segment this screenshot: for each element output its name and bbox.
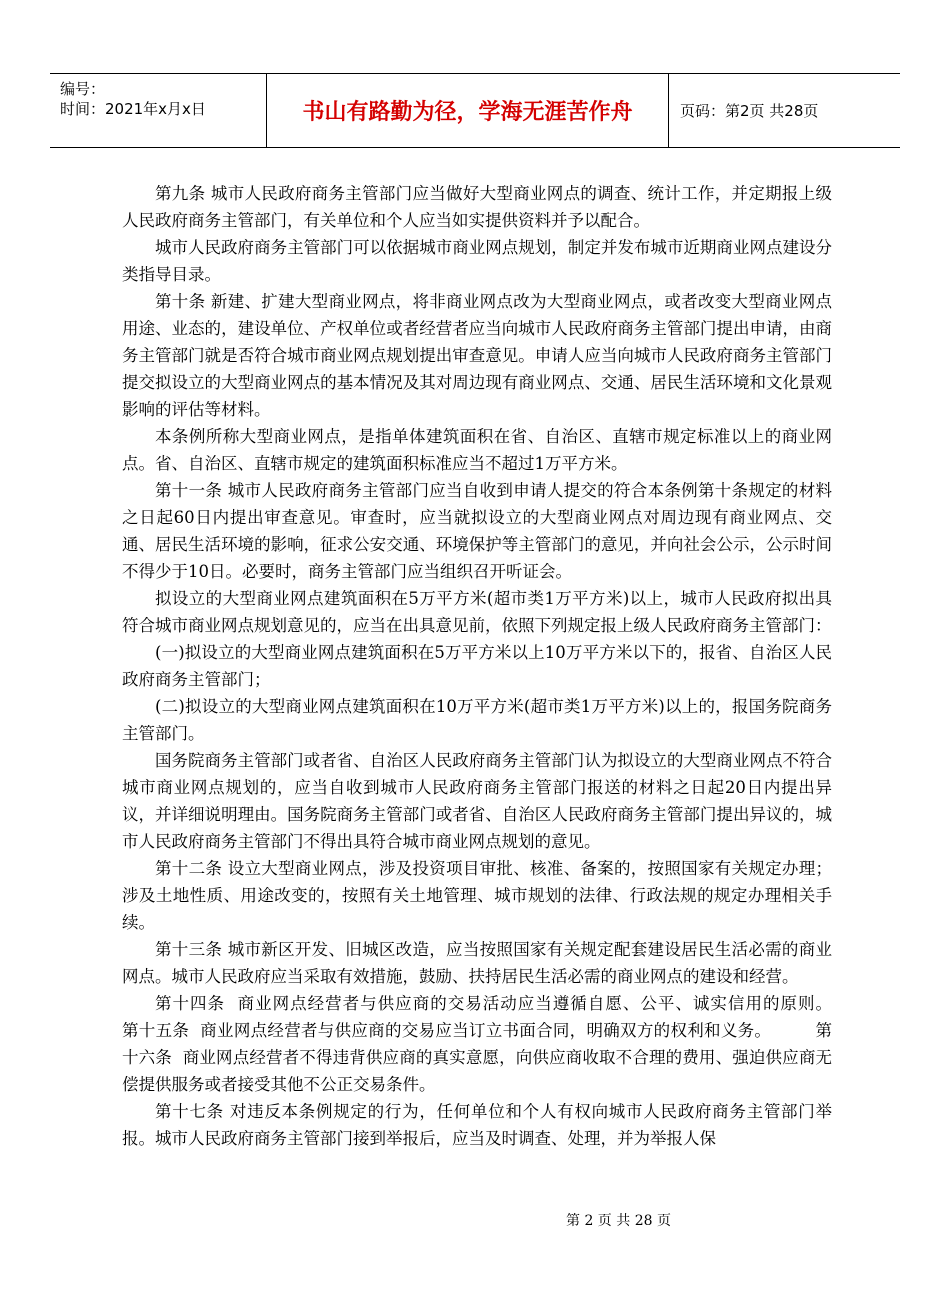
paragraph: 第十条 新建、扩建大型商业网点，将非商业网点改为大型商业网点，或者改变大型商业网点用途、业态的，建设单位、产权单位或者经营者应当向城市人民政府商务主管部门提出申请，由商务主管部门就是否符合城市商业网点规划提出审查意见。申请人应当向城市人民政府商务主管部门提交拟设立的大型商业网点的基本情况及其对周边现有商业网点、交通、居民生活环境和文化景观影响的评估等材料。 [122,292,832,419]
header-divider [668,74,669,147]
paragraph: 本条例所称大型商业网点，是指单体建筑面积在省、自治区、直辖市规定标准以上的商业网点。省、自治区、直辖市规定的建筑面积标准应当不超过1万平方米。 [122,427,832,473]
document-body [122,180,874,1152]
paragraph: 第十三条 城市新区开发、旧城区改造，应当按照国家有关规定配套建设居民生活必需的商业网点。城市人民政府应当采取有效措施，鼓励、扶持居民生活必需的商业网点的建设和经营。 [122,940,832,986]
paragraph: 第十四条 商业网点经营者与供应商的交易活动应当遵循自愿、公平、诚实信用的原则。 第十五条 商业网点经营者与供应商的交易应当订立书面合同，明确双方的权利和义务。 第十六条 商业网点经营者不得违背供应商的真实意愿，向供应商收取不合理的费用、强迫供应商无偿提供服务或者接受其他不公正交易条件。 [122,994,874,1094]
paragraph: (一)拟设立的大型商业网点建筑面积在5万平方米以上10万平方米以下的，报省、自治区人民政府商务主管部门； [122,643,832,689]
paragraph: 第十二条 设立大型商业网点，涉及投资项目审批、核准、备案的，按照国家有关规定办理；涉及土地性质、用途改变的，按照有关土地管理、城市规划的法律、行政法规的规定办理相关手续。 [122,859,832,932]
number-label: 编号： [60,80,106,98]
paragraph: (二)拟设立的大型商业网点建筑面积在10万平方米(超市类1万平方米)以上的，报国务院商务主管部门。 [122,697,832,743]
paragraph: 第十七条 对违反本条例规定的行为，任何单位和个人有权向城市人民政府商务主管部门举报。城市人民政府商务主管部门接到举报后，应当及时调查、处理，并为举报人保 [122,1102,832,1148]
paragraph: 城市人民政府商务主管部门可以依据城市商业网点规划，制定并发布城市近期商业网点建设分类指导目录。 [122,238,832,284]
paragraph: 拟设立的大型商业网点建筑面积在5万平方米(超市类1万平方米)以上，城市人民政府拟出具符合城市商业网点规划意见的，应当在出具意见前，依照下列规定报上级人民政府商务主管部门： [122,589,832,635]
page-footer: 第 2 页 共 28 页 [566,1213,671,1229]
header-motto: 书山有路勤为径，学海无涯苦作舟 [302,100,633,125]
time-label: 时间：2021年x月x日 [60,100,206,118]
paragraph: 第九条 城市人民政府商务主管部门应当做好大型商业网点的调查、统计工作，并定期报上级人民政府商务主管部门，有关单位和个人应当如实提供资料并予以配合。 [122,184,832,230]
paragraph: 国务院商务主管部门或者省、自治区人民政府商务主管部门认为拟设立的大型商业网点不符合城市商业网点规划的，应当自收到城市人民政府商务主管部门报送的材料之日起20日内提出异议，并详细说明理由。国务院商务主管部门或者省、自治区人民政府商务主管部门提出异议的，城市人民政府商务主管部门不得出具符合城市商业网点规划的意见。 [122,751,832,851]
page-header [50,73,900,148]
header-page-code: 页码：第2页 共28页 [680,102,819,120]
paragraph: 第十一条 城市人民政府商务主管部门应当自收到申请人提交的符合本条例第十条规定的材料之日起60日内提出审查意见。审查时，应当就拟设立的大型商业网点对周边现有商业网点、交通、居民生活环境的影响，征求公安交通、环境保护等主管部门的意见，并向社会公示，公示时间不得少于10日。必要时，商务主管部门应当组织召开听证会。 [122,481,832,581]
